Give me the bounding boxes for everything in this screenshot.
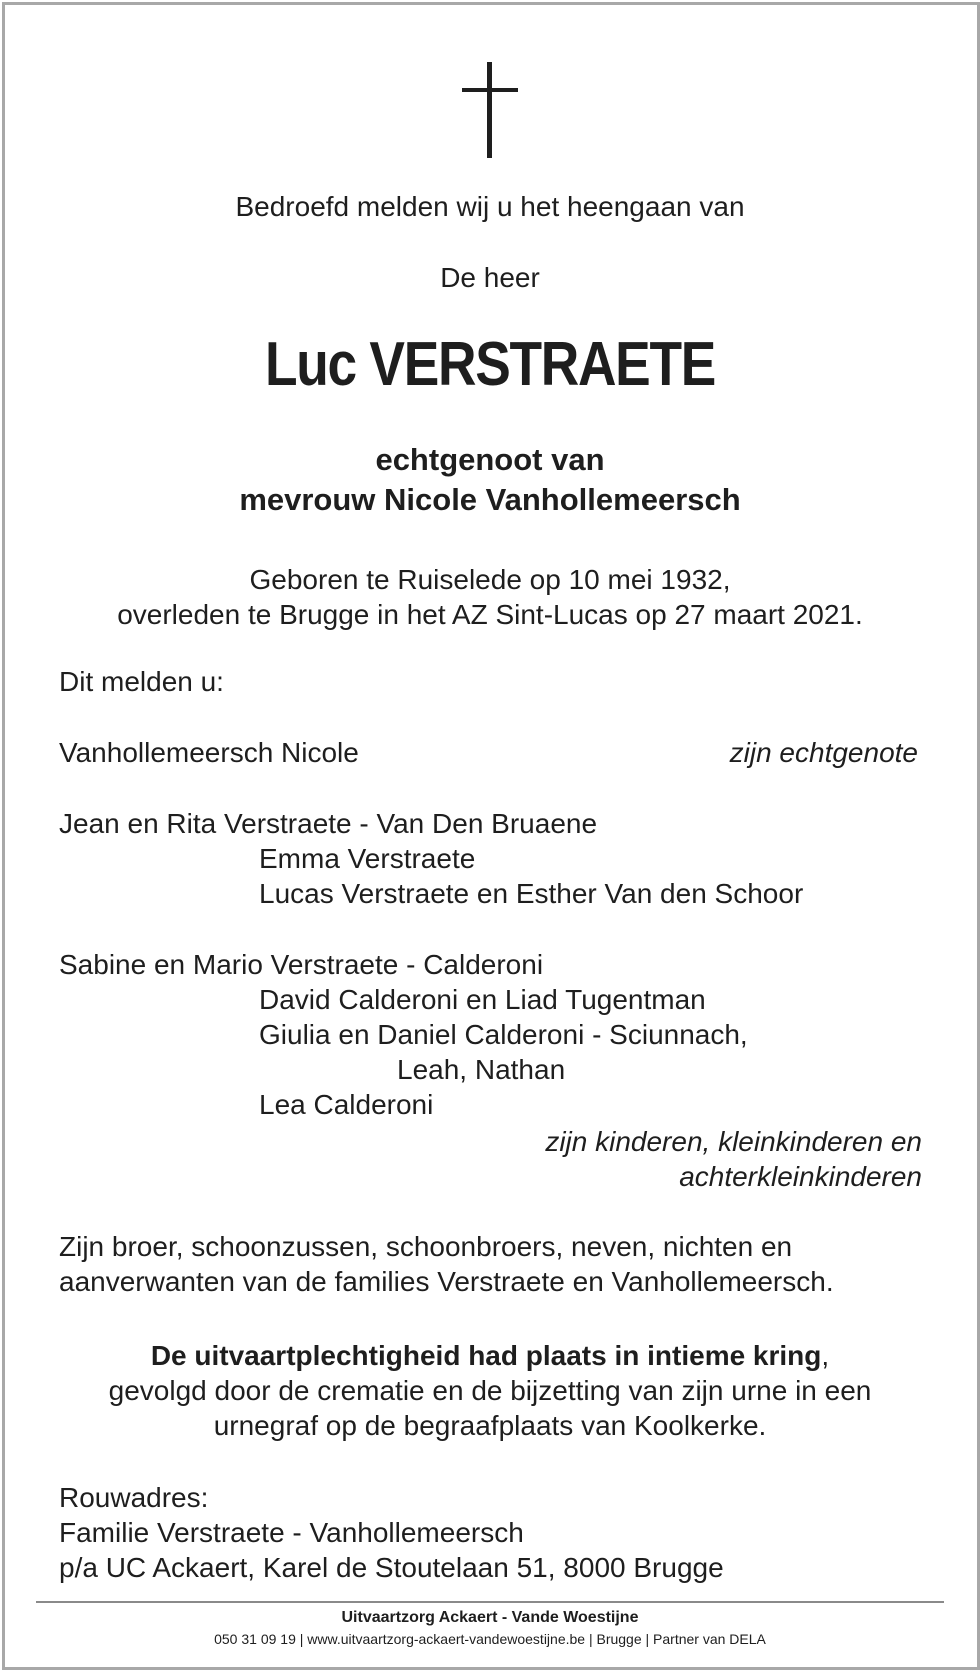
family-member: Lucas Verstraete en Esther Van den Schoor: [259, 878, 804, 909]
spouse-line-1: echtgenoot van: [375, 442, 605, 477]
ceremony-bold: De uitvaartplechtigheid had plaats in intieme kring: [150, 1340, 822, 1371]
footer-company: Uitvaartzorg Ackaert - Vande Woestijne: [341, 1609, 639, 1626]
family-member: Lea Calderoni: [259, 1089, 434, 1120]
spouse-name: Vanhollemeersch Nicole: [59, 737, 359, 768]
family-member: Emma Verstraete: [259, 843, 476, 874]
ceremony-line-2: gevolgd door de crematie en de bijzetting van zijn urne in een: [108, 1375, 872, 1406]
family-group-1-parents: Jean en Rita Verstraete - Van Den Bruaene: [59, 808, 598, 839]
relatives-line-1: Zijn broer, schoonzussen, schoonbroers, neven, nichten en: [59, 1231, 793, 1262]
intro-text: Bedroefd melden wij u het heengaan van: [235, 191, 745, 222]
family-heading: Dit melden u:: [59, 666, 224, 697]
family-group-2-parents: Sabine en Mario Verstraete - Calderoni: [59, 949, 544, 980]
family-member: David Calderoni en Liad Tugentman: [259, 984, 706, 1015]
ceremony-line-1: [0, 1338, 980, 1373]
deceased-name: Luc VERSTRAETE: [264, 330, 716, 399]
life-dates: [0, 562, 980, 632]
death-line: overleden te Brugge in het AZ Sint-Lucas op 27 maart 2021.: [117, 599, 863, 630]
family-member: Giulia en Daniel Calderoni - Sciunnach,: [259, 1019, 748, 1050]
children-role-line-2: achterkleinkinderen: [679, 1161, 922, 1192]
children-role-line-1: zijn kinderen, kleinkinderen en: [545, 1126, 922, 1157]
spouse-line-2: mevrouw Nicole Vanhollemeersch: [239, 482, 741, 517]
footer-info: 050 31 09 19 | www.uitvaartzorg-ackaert-vandewoestijne.be | Brugge | Partner van DELA: [214, 1631, 766, 1647]
ceremony-comma: ,: [821, 1340, 830, 1371]
cross-icon: [462, 62, 518, 158]
honorific: De heer: [440, 262, 540, 293]
address-line-1: Familie Verstraete - Vanhollemeersch: [59, 1517, 524, 1548]
birth-line: Geboren te Ruiselede op 10 mei 1932,: [249, 564, 731, 595]
address-line-2: p/a UC Ackaert, Karel de Stoutelaan 51, 8000 Brugge: [59, 1552, 724, 1583]
ceremony-line-3: urnegraf op de begraafplaats van Koolkerke.: [213, 1410, 767, 1441]
spouse-block: [0, 440, 980, 520]
great-grandchildren: Leah, Nathan: [397, 1054, 566, 1085]
relatives-line-2: aanverwanten van de families Verstraete en Vanhollemeersch.: [59, 1266, 834, 1297]
address-label: Rouwadres:: [59, 1482, 209, 1513]
footer-divider: [36, 1601, 944, 1603]
spouse-role: zijn echtgenote: [729, 737, 918, 768]
